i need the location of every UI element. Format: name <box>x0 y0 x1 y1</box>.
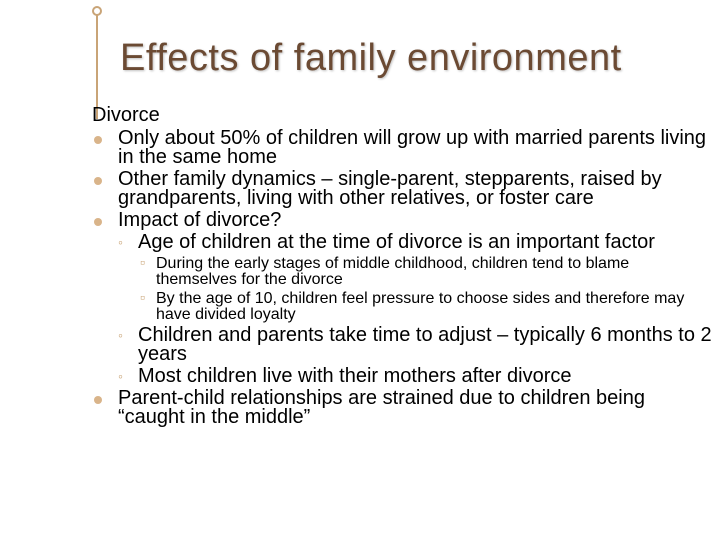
sub-list-item-text: Most children live with their mothers after divorce <box>138 365 572 387</box>
decorative-frame-ring <box>92 6 102 16</box>
list-item-text: Parent-child relationships are strained due to children being “caught in the middle” <box>118 387 645 428</box>
list-item <box>92 211 712 386</box>
sub-list-item <box>118 233 712 323</box>
sub-sub-list-item-text: By the age of 10, children feel pressure to choose sides and therefore may have divided loyalty <box>156 290 685 323</box>
bullet-square-icon: ▫ <box>140 289 145 305</box>
list-item <box>92 170 712 208</box>
bullet-circle-icon: ◦ <box>118 327 123 343</box>
list-item-text: Only about 50% of children will grow up with married parents living in the same home <box>118 127 707 168</box>
bullet-dot-icon <box>94 177 102 185</box>
sub-list-item-text: Children and parents take time to adjust – typically 6 months to 2 years <box>138 324 712 365</box>
slide-body <box>92 104 712 427</box>
list-item-text: Impact of divorce? <box>118 209 282 231</box>
sub-sub-list-item <box>138 256 712 288</box>
bullet-square-icon: ▫ <box>140 254 145 270</box>
sub-list-item-text: Age of children at the time of divorce is an important factor <box>138 231 655 253</box>
sub-list <box>118 233 712 386</box>
bullet-dot-icon <box>94 136 102 144</box>
sub-list-item <box>118 326 712 364</box>
list-item <box>92 129 712 167</box>
bullet-dot-icon <box>94 396 102 404</box>
sub-sub-list-item <box>138 291 712 323</box>
bullet-circle-icon: ◦ <box>118 368 123 384</box>
bullet-list <box>92 129 712 427</box>
slide-title: Effects of family environment <box>120 37 622 79</box>
bullet-circle-icon: ◦ <box>118 234 123 250</box>
list-item <box>92 389 712 427</box>
bullet-dot-icon <box>94 218 102 226</box>
decorative-frame-line <box>96 9 98 119</box>
sub-list-item <box>118 367 712 386</box>
list-item-text: Other family dynamics – single-parent, stepparents, raised by grandparents, living with other relatives, or foster care <box>118 168 662 209</box>
section-heading: Divorce <box>92 104 160 126</box>
sub-sub-list-item-text: During the early stages of middle childhood, children tend to blame themselves for the divorce <box>156 255 630 288</box>
sub-sub-list <box>138 256 712 323</box>
